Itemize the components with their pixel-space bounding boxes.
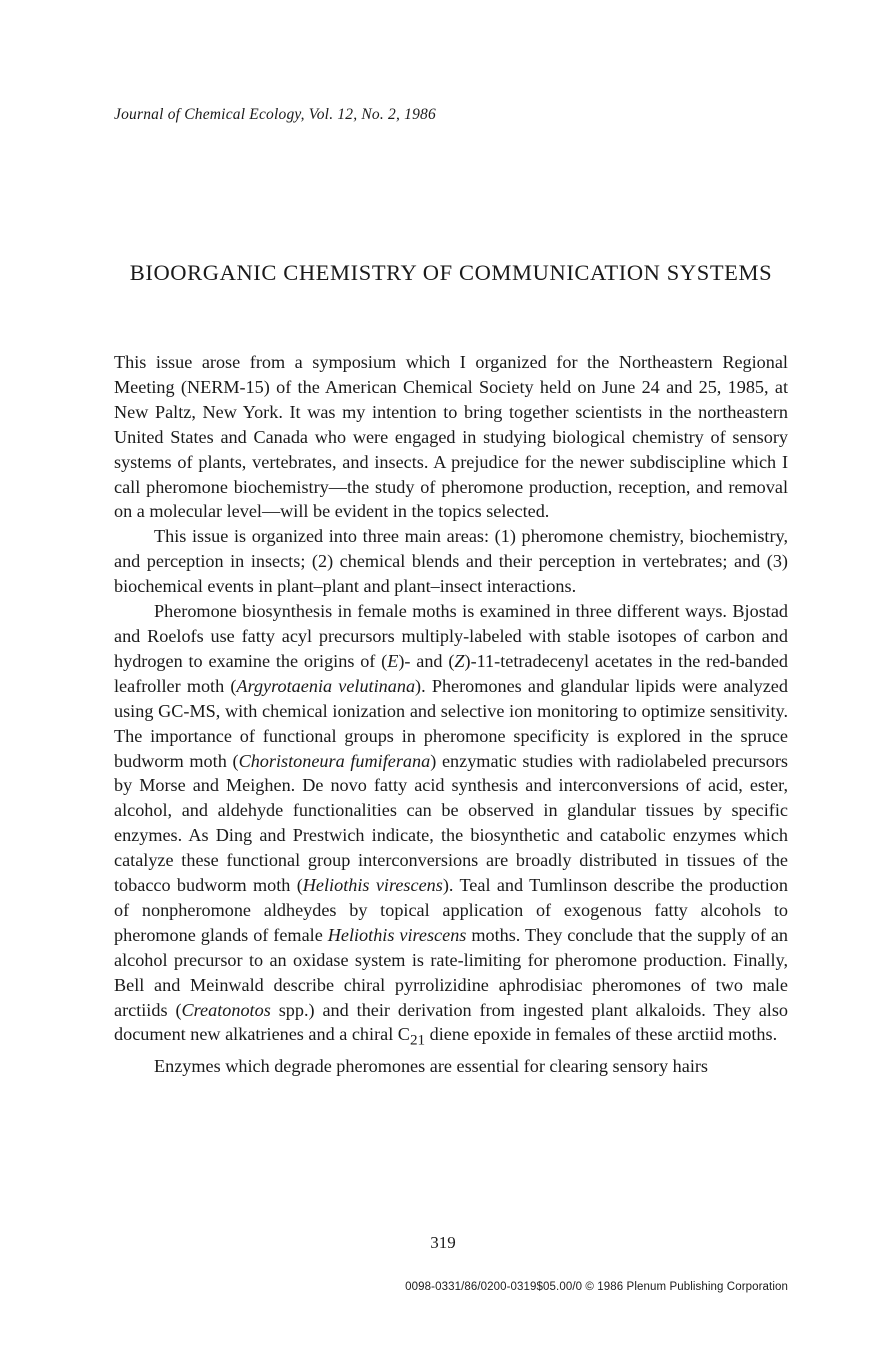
page-number: 319 <box>430 1233 456 1252</box>
species-creatonotos: Creatonotos <box>181 999 271 1020</box>
species-choristoneura: Choristoneura fumiferana <box>238 750 431 771</box>
paragraph-intro: This issue arose from a symposium which I organized for the Northeastern Regional Meeting (NERM-15) of the American Chemical Society held on June 24 and 25, 1985, at New Paltz, New York. It was my intention to bring together scientists in the northeastern United States and Canada who were engaged in studying biological chemistry of sensory systems of plants, vertebrates, and insects. A prejudice for the newer subdiscipline which I call pheromone biochemistry—the study of pheromone production, reception, and removal on a molecular level—will be evident in the topics selected. <box>114 352 788 522</box>
copyright-line: 0098-0331/86/0200-0319$05.00/0 © 1986 Plenum Publishing Corporation <box>405 1281 788 1293</box>
article-title: BIOORGANIC CHEMISTRY OF COMMUNICATION SYSTEMS <box>129 260 773 285</box>
isomer-e: E <box>387 650 399 671</box>
paragraph-biosynthesis: Pheromone biosynthesis in female moths is examined in three different ways. Bjostad and Roelofs use fatty acyl precursors multiply-labeled with stable isotopes of carbon and hydrogen to examine the origins of (E)- and (Z)-11-tetradecenyl acetates in the red-banded leafroller moth (Argyrotaenia velutinana). Pheromones and glandular lipids were analyzed using GC-MS, with chemical ionization and selective ion monitoring to optimize sensitivity. The importance of functional groups in pheromone specificity is explored in the spruce budworm moth (Choristoneura fumiferana) enzymatic studies with radiolabeled precursors by Morse and Meighen. De novo fatty acid synthesis and interconversions of acid, ester, alcohol, and aldehyde functionalities can be observed in glandular tissues by specific enzymes. As Ding and Prestwich indicate, the biosynthetic and catabolic enzymes which catalyze these functional group interconversions are broadly distributed in tissues of the tobacco budworm moth (Heliothis virescens). Teal and Tumlinson describe the production of nonpheromone aldheydes by topical application of exogenous fatty alcohols to pheromone glands of female Heliothis virescens moths. They conclude that the supply of an alcohol precursor to an oxidase system is rate-limiting for pheromone production. Finally, Bell and Meinwald describe chiral pyrrolizidine aphrodisiac pheromones of two male arctiids (Creatonotos spp.) and their derivation from ingested plant alkaloids. They also document new alkatrienes and a chiral $C_{21}$ diene epoxide in females of these arctiid moths. <box>114 601 789 1050</box>
paragraph-enzymes: Enzymes which degrade pheromones are essential for clearing sensory hairs <box>154 1056 709 1077</box>
journal-header: Journal of Chemical Ecology, Vol. 12, No. 2, 1986 <box>114 106 436 123</box>
carbon-subscript: 21 <box>409 1032 426 1050</box>
isomer-z: Z <box>454 650 465 671</box>
species-argyrotaenia: Argyrotaenia velutinana <box>236 675 416 696</box>
paragraph-organization: This issue is organized into three main areas: (1) pheromone chemistry, biochemistry, and perception in insects; (2) chemical blends and their perception in vertebrates; and (3) biochemical events in plant–plant and plant–insect interactions. <box>114 526 788 597</box>
species-heliothis-2: Heliothis virescens <box>327 924 467 945</box>
species-heliothis: Heliothis virescens <box>302 875 443 896</box>
article-body <box>114 350 788 1079</box>
